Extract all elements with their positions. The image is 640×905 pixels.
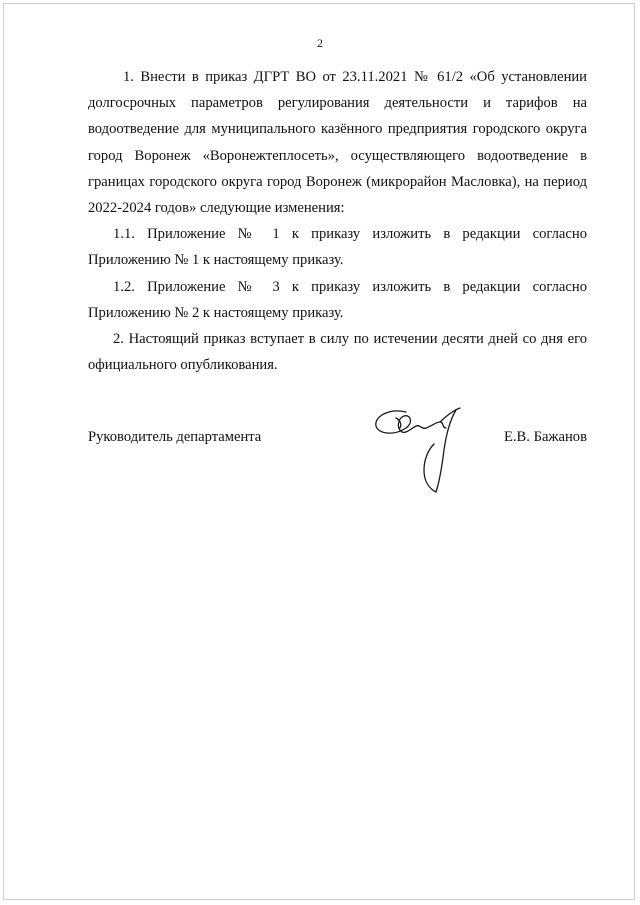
signature-block xyxy=(88,426,587,516)
paragraph-1-1: 1.1. Приложение № 1 к приказу изложить в редакции согласно Приложению № 1 к настоящему приказу. xyxy=(88,226,587,269)
paragraph-1-2: 1.2. Приложение № 3 к приказу изложить в редакции согласно Приложению № 2 к настоящему приказу. xyxy=(88,278,587,321)
signatory-name: Е.В. Бажанов xyxy=(503,429,587,445)
handwritten-signature xyxy=(370,406,474,506)
document-body xyxy=(88,64,587,378)
paragraph-2: 2. Настоящий приказ вступает в силу по истечении десяти дней со дня его официального опубликования. xyxy=(88,331,587,374)
page-number: 2 xyxy=(317,36,323,50)
paragraph-1: 1. Внести в приказ ДГРТ ВО от 23.11.2021 № 61/2 «Об установлении долгосрочных параметров регулирования деятельности и тарифов на водоотведение для муниципального казённого предприятия городского округа город Воронеж «Воронежтеплосеть», осуществляющего водоотведение в границах городского округа город Воронеж (микрорайон Масловка), на период 2022-2024 годов» следующие изменения: xyxy=(88,69,587,217)
signatory-title: Руководитель департамента xyxy=(88,429,262,445)
